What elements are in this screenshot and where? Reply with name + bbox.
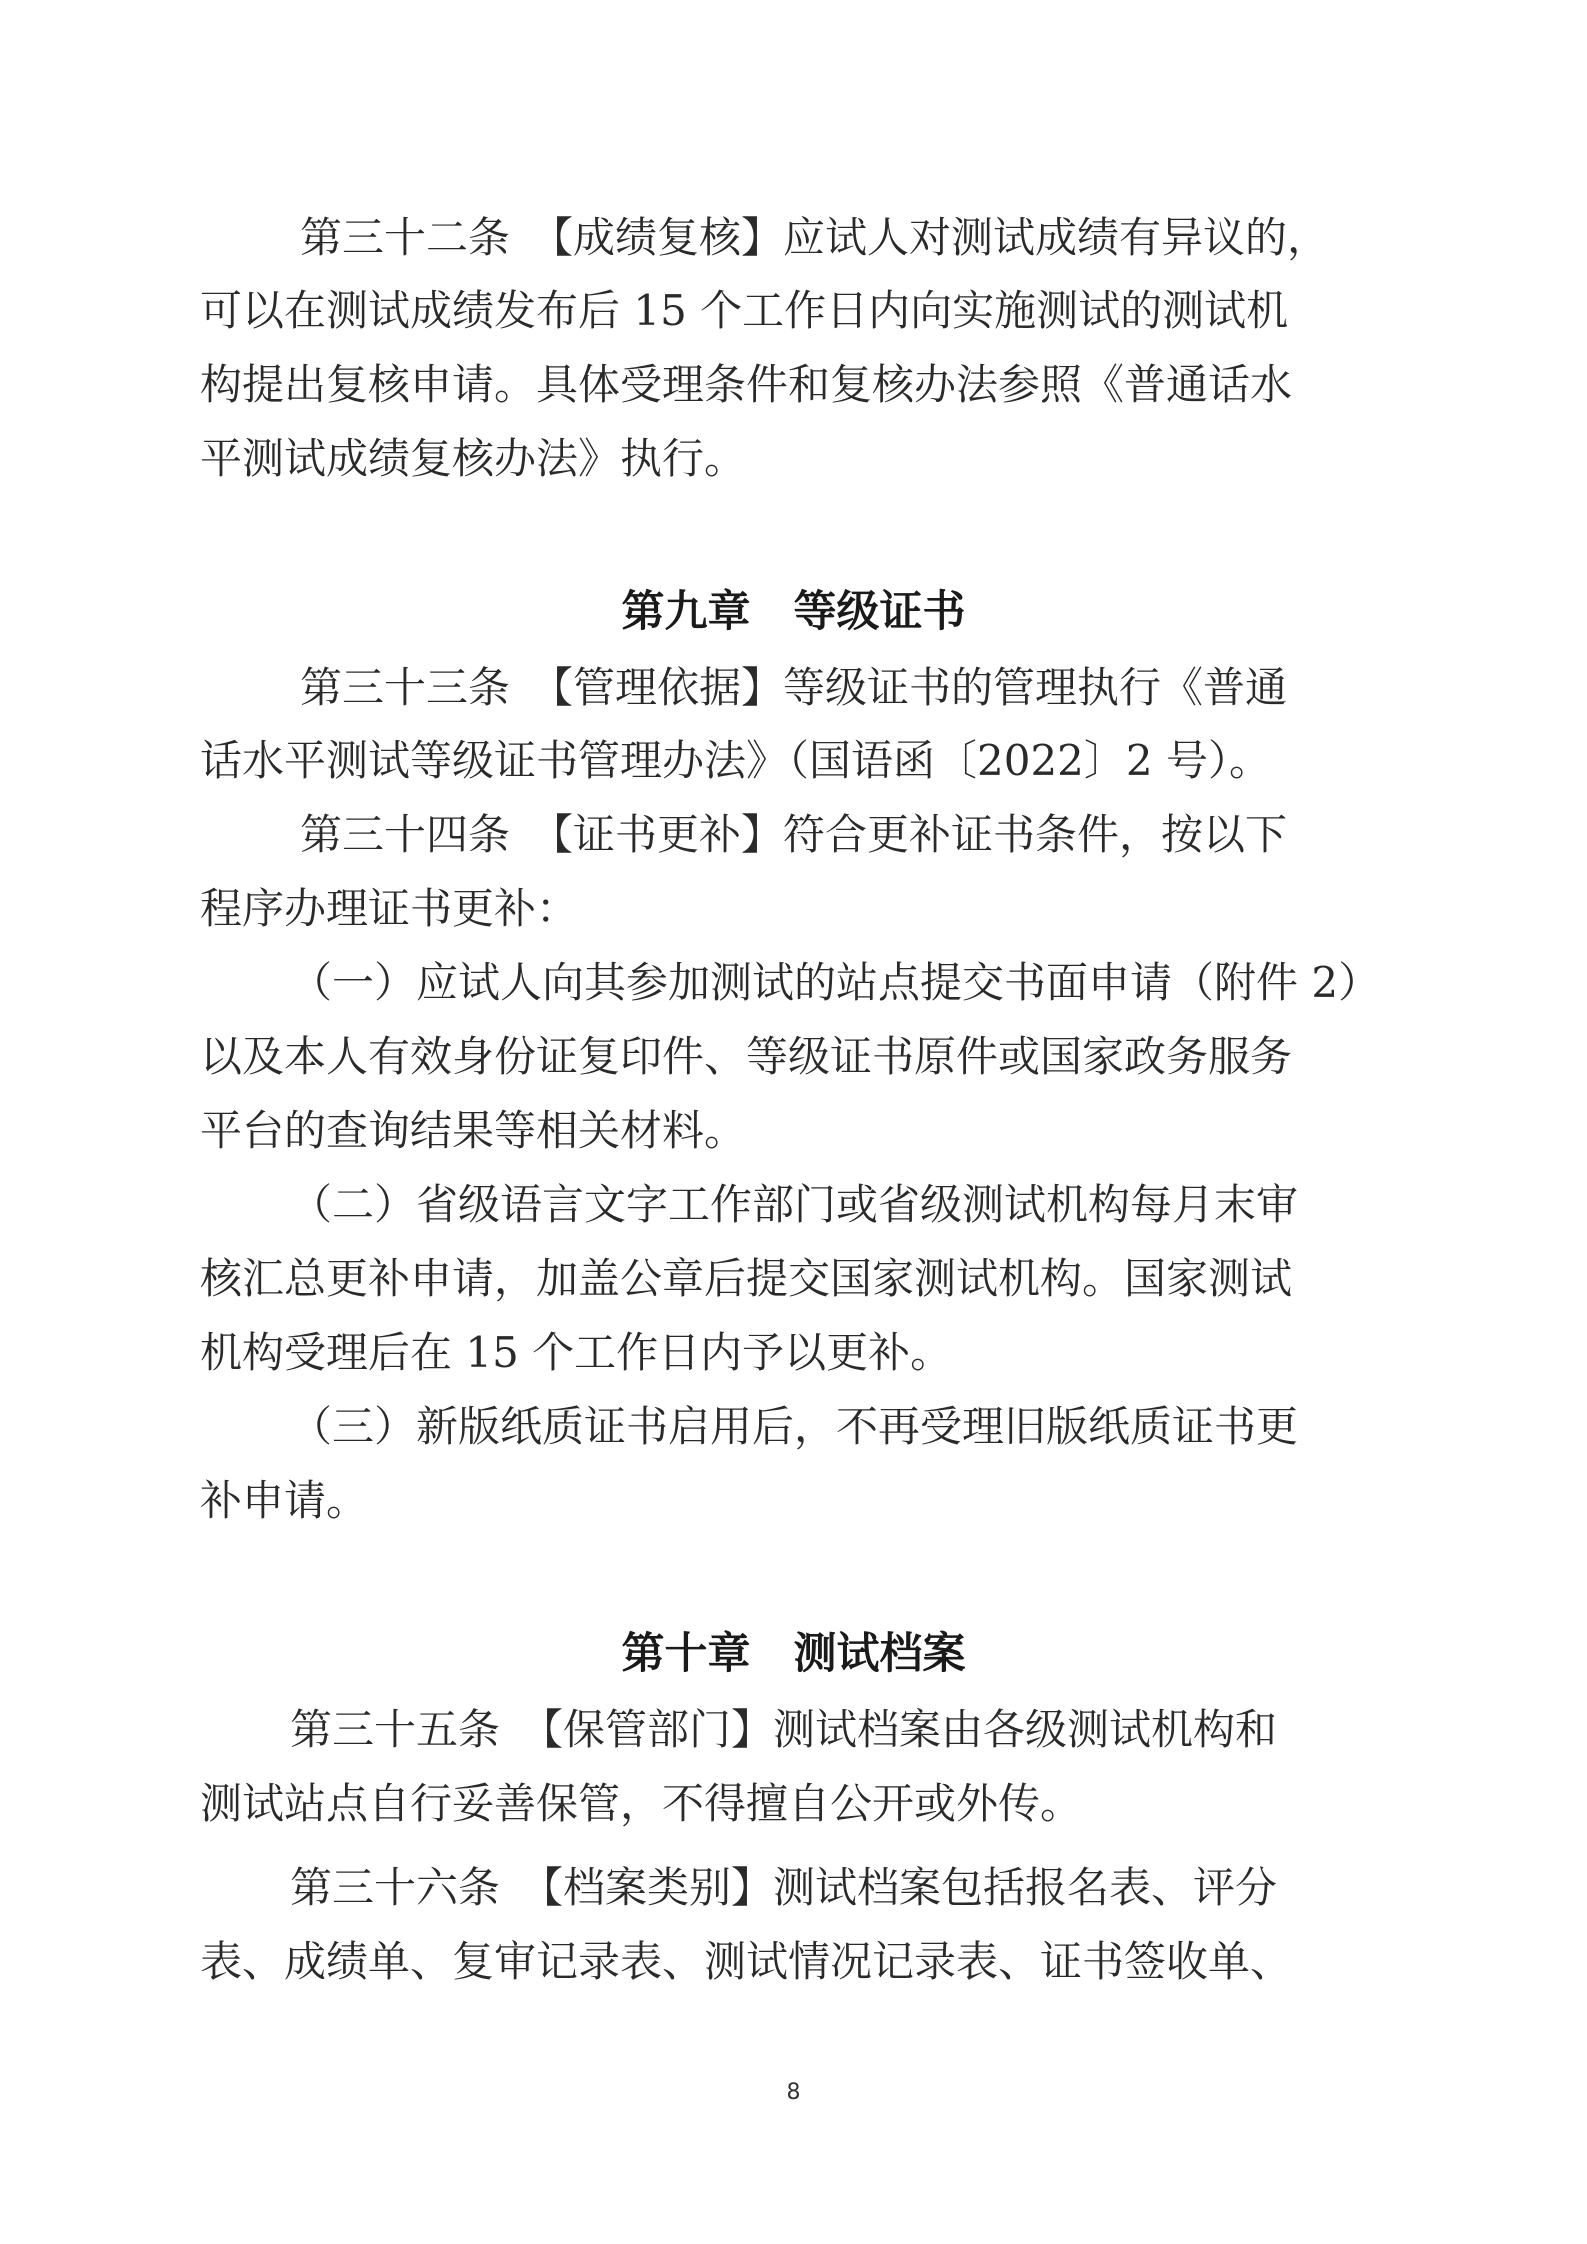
item-3-line-2: 补申请。 [200, 1476, 369, 1525]
article-34-line-2: 程序办理证书更补： [200, 884, 579, 933]
article-32-line-1: 第三十二条 【成绩复核】应试人对测试成绩有异议的， [300, 213, 1330, 262]
article-34-line-1: 第三十四条 【证书更补】符合更补证书条件，按以下 [300, 810, 1288, 859]
chapter-9-heading: 第九章 等级证书 [621, 587, 966, 637]
article-33-line-2: 话水平测试等级证书管理办法》（国语函〔2022〕2 号）。 [200, 736, 1271, 785]
article-32-line-3: 构提出复核申请。具体受理条件和复核办法参照《普通话水 [200, 360, 1293, 409]
article-35-line-1: 第三十五条 【保管部门】测试档案由各级测试机构和 [290, 1705, 1278, 1754]
article-32-line-4: 平测试成绩复核办法》执行。 [200, 434, 747, 483]
article-32-line-2: 可以在测试成绩发布后 15 个工作日内向实施测试的测试机 [200, 286, 1289, 335]
article-36-line-1: 第三十六条 【档案类别】测试档案包括报名表、评分 [290, 1863, 1278, 1912]
article-36-line-2: 表、成绩单、复审记录表、测试情况记录表、证书签收单、 [200, 1937, 1293, 1986]
item-2-line-3: 机构受理后在 15 个工作日内予以更补。 [200, 1328, 953, 1377]
item-1-line-1: （一）应试人向其参加测试的站点提交书面申请（附件 2） [290, 958, 1381, 1007]
item-1-line-3: 平台的查询结果等相关材料。 [200, 1106, 747, 1155]
item-2-line-1: （二）省级语言文字工作部门或省级测试机构每月末审 [290, 1180, 1299, 1229]
item-2-line-2: 核汇总更补申请，加盖公章后提交国家测试机构。国家测试 [200, 1254, 1293, 1303]
chapter-10-heading: 第十章 测试档案 [621, 1629, 966, 1679]
item-1-line-2: 以及本人有效身份证复印件、等级证书原件或国家政务服务 [200, 1032, 1293, 1081]
item-3-line-1: （三）新版纸质证书启用后，不再受理旧版纸质证书更 [290, 1402, 1299, 1451]
article-35-line-2: 测试站点自行妥善保管，不得擅自公开或外传。 [200, 1779, 1083, 1828]
article-33-line-1: 第三十三条 【管理依据】等级证书的管理执行《普通 [300, 663, 1288, 712]
page-number: 8 [786, 2080, 801, 2105]
